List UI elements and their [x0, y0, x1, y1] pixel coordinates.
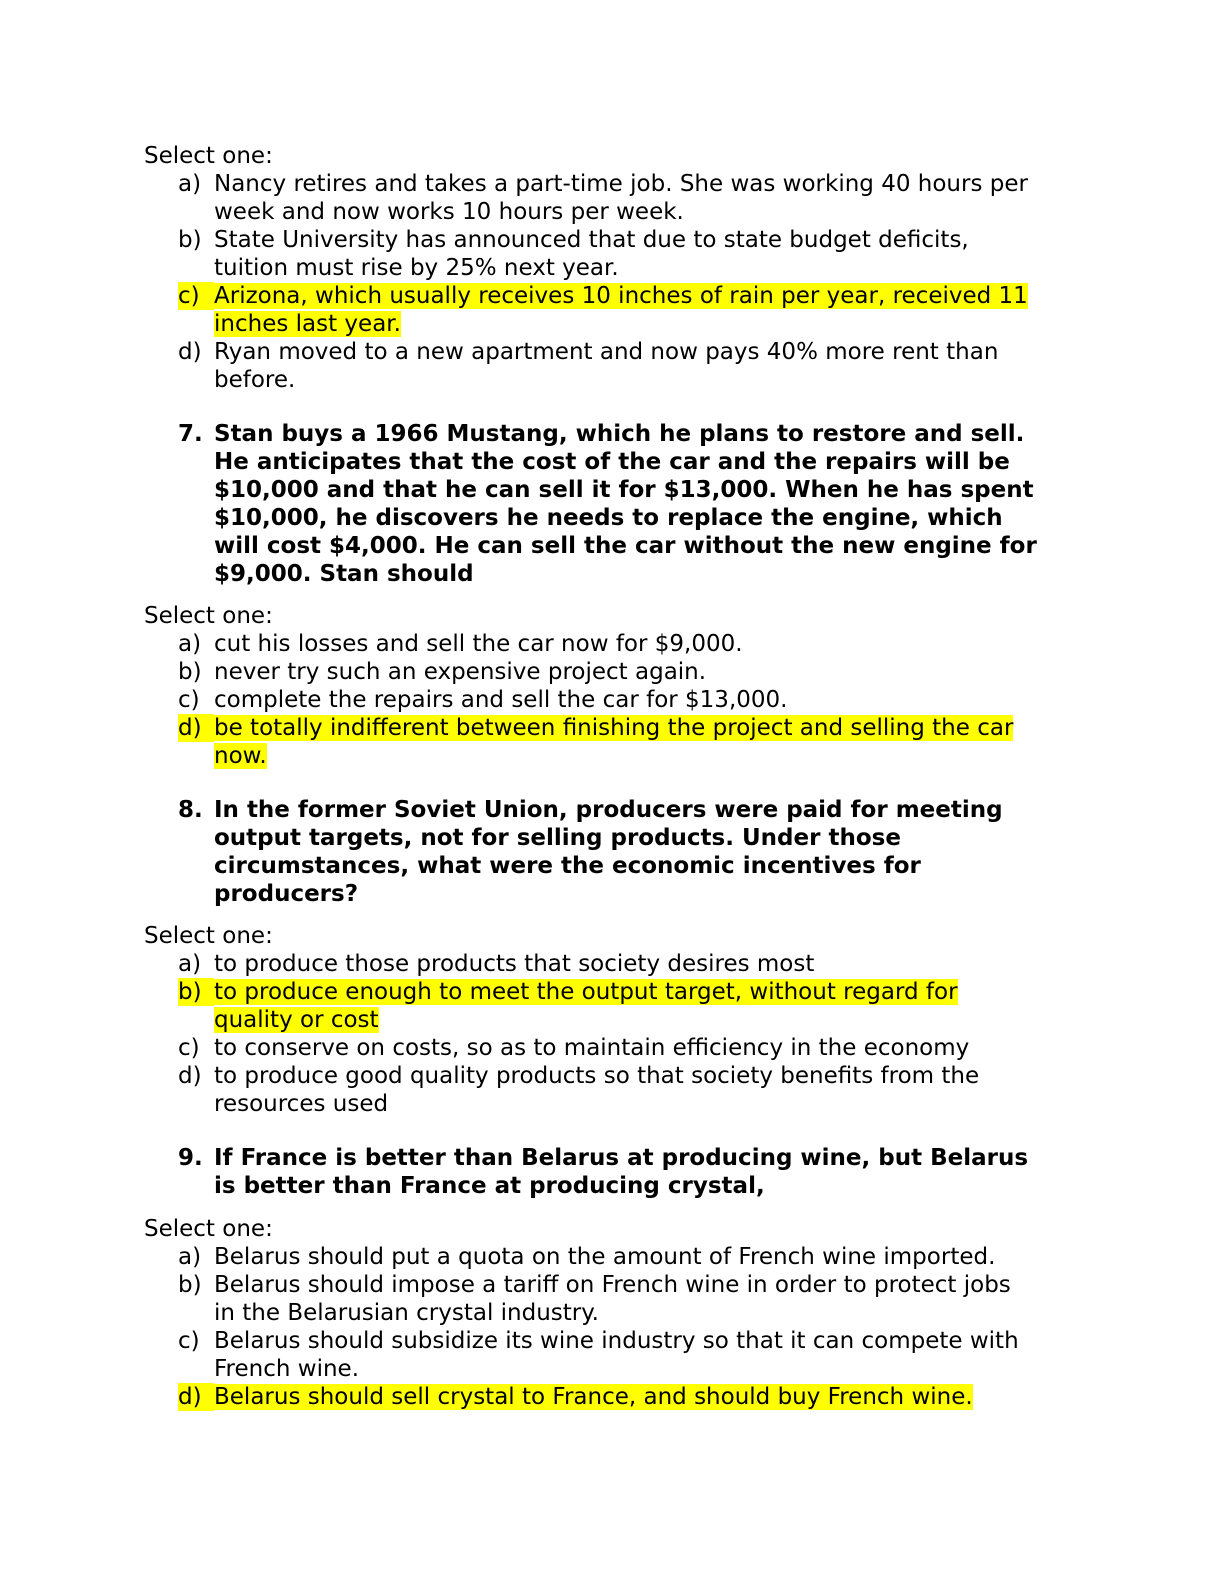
- option-c: [178, 686, 787, 714]
- option-a: [178, 630, 743, 658]
- question-7: [178, 420, 1037, 588]
- option-letter: d): [178, 1063, 202, 1089]
- option-line: week and now works 10 hours per week.: [214, 199, 684, 225]
- option-letter: d): [178, 1383, 214, 1411]
- option-d-highlighted: [178, 714, 1013, 770]
- select-one-label: Select one:: [144, 603, 273, 629]
- option-line: Belarus should impose a tariff on French wine in order to protect jobs: [214, 1272, 1011, 1298]
- option-d: [178, 1062, 979, 1118]
- question-line: is better than France at producing crystal,: [214, 1173, 765, 1199]
- option-line: to produce enough to meet the output target, without regard for: [214, 979, 958, 1005]
- question-8: [178, 796, 1003, 908]
- question-line: $10,000 and that he can sell it for $13,000. When he has spent: [214, 477, 1034, 503]
- option-line: French wine.: [214, 1356, 360, 1382]
- option-line: State University has announced that due to state budget deficits,: [214, 227, 969, 253]
- option-line: now.: [214, 743, 267, 769]
- option-letter: c): [178, 1328, 200, 1354]
- question-line: producers?: [214, 881, 359, 907]
- option-letter: c): [178, 282, 214, 310]
- option-b: [178, 1271, 1011, 1327]
- question-9: [178, 1144, 1028, 1200]
- option-line: Belarus should sell crystal to France, and should buy French wine.: [214, 1384, 973, 1410]
- option-line: be totally indifferent between finishing the project and selling the car: [214, 715, 1014, 741]
- option-a: [178, 170, 1028, 226]
- option-c: [178, 1034, 969, 1062]
- option-line: to produce good quality products so that society benefits from the: [214, 1063, 980, 1089]
- option-line: cut his losses and sell the car now for $9,000.: [214, 631, 743, 657]
- option-line: Nancy retires and takes a part-time job. She was working 40 hours per: [214, 171, 1028, 197]
- question-line: $9,000. Stan should: [214, 561, 474, 587]
- option-d-highlighted: [178, 1383, 973, 1411]
- question-line: $10,000, he discovers he needs to replace the engine, which: [214, 505, 1003, 531]
- option-c: [178, 1327, 1019, 1383]
- option-letter: a): [178, 631, 202, 657]
- select-one-label: Select one:: [144, 143, 273, 169]
- option-line: in the Belarusian crystal industry.: [214, 1300, 599, 1326]
- option-line: to produce those products that society desires most: [214, 951, 815, 977]
- select-one-label: Select one:: [144, 1216, 273, 1242]
- option-line: Arizona, which usually receives 10 inches of rain per year, received 11: [214, 283, 1028, 309]
- question-line: will cost $4,000. He can sell the car without the new engine for: [214, 533, 1037, 559]
- option-b: [178, 226, 969, 282]
- option-letter: b): [178, 659, 202, 685]
- option-line: Belarus should put a quota on the amount of French wine imported.: [214, 1244, 996, 1270]
- select-one-label: Select one:: [144, 923, 273, 949]
- option-letter: a): [178, 1244, 202, 1270]
- question-number: 8.: [178, 797, 203, 823]
- option-line: Belarus should subsidize its wine industry so that it can compete with: [214, 1328, 1019, 1354]
- option-line: inches last year.: [214, 311, 401, 337]
- option-letter: d): [178, 714, 214, 742]
- question-number: 9.: [178, 1145, 203, 1171]
- question-line: He anticipates that the cost of the car and the repairs will be: [214, 449, 1010, 475]
- option-letter: b): [178, 978, 214, 1006]
- question-line: If France is better than Belarus at producing wine, but Belarus: [214, 1145, 1029, 1171]
- option-line: complete the repairs and sell the car for $13,000.: [214, 687, 788, 713]
- option-d: [178, 338, 998, 394]
- option-line: Ryan moved to a new apartment and now pays 40% more rent than: [214, 339, 999, 365]
- option-line: to conserve on costs, so as to maintain efficiency in the economy: [214, 1035, 970, 1061]
- option-a: [178, 950, 814, 978]
- question-line: circumstances, what were the economic incentives for: [214, 853, 921, 879]
- option-b-highlighted: [178, 978, 958, 1034]
- option-line: never try such an expensive project again.: [214, 659, 707, 685]
- option-line: tuition must rise by 25% next year.: [214, 255, 619, 281]
- option-letter: a): [178, 951, 202, 977]
- option-letter: c): [178, 687, 200, 713]
- question-line: Stan buys a 1966 Mustang, which he plans to restore and sell.: [214, 421, 1025, 447]
- question-line: output targets, not for selling products. Under those: [214, 825, 901, 851]
- option-line: quality or cost: [214, 1007, 379, 1033]
- option-line: resources used: [214, 1091, 389, 1117]
- option-letter: a): [178, 171, 202, 197]
- option-letter: d): [178, 339, 202, 365]
- option-c-highlighted: [178, 282, 1028, 338]
- question-line: In the former Soviet Union, producers were paid for meeting: [214, 797, 1003, 823]
- option-line: before.: [214, 367, 296, 393]
- question-number: 7.: [178, 421, 203, 447]
- option-letter: b): [178, 227, 202, 253]
- option-a: [178, 1243, 995, 1271]
- option-b: [178, 658, 706, 686]
- option-letter: c): [178, 1035, 200, 1061]
- option-letter: b): [178, 1272, 202, 1298]
